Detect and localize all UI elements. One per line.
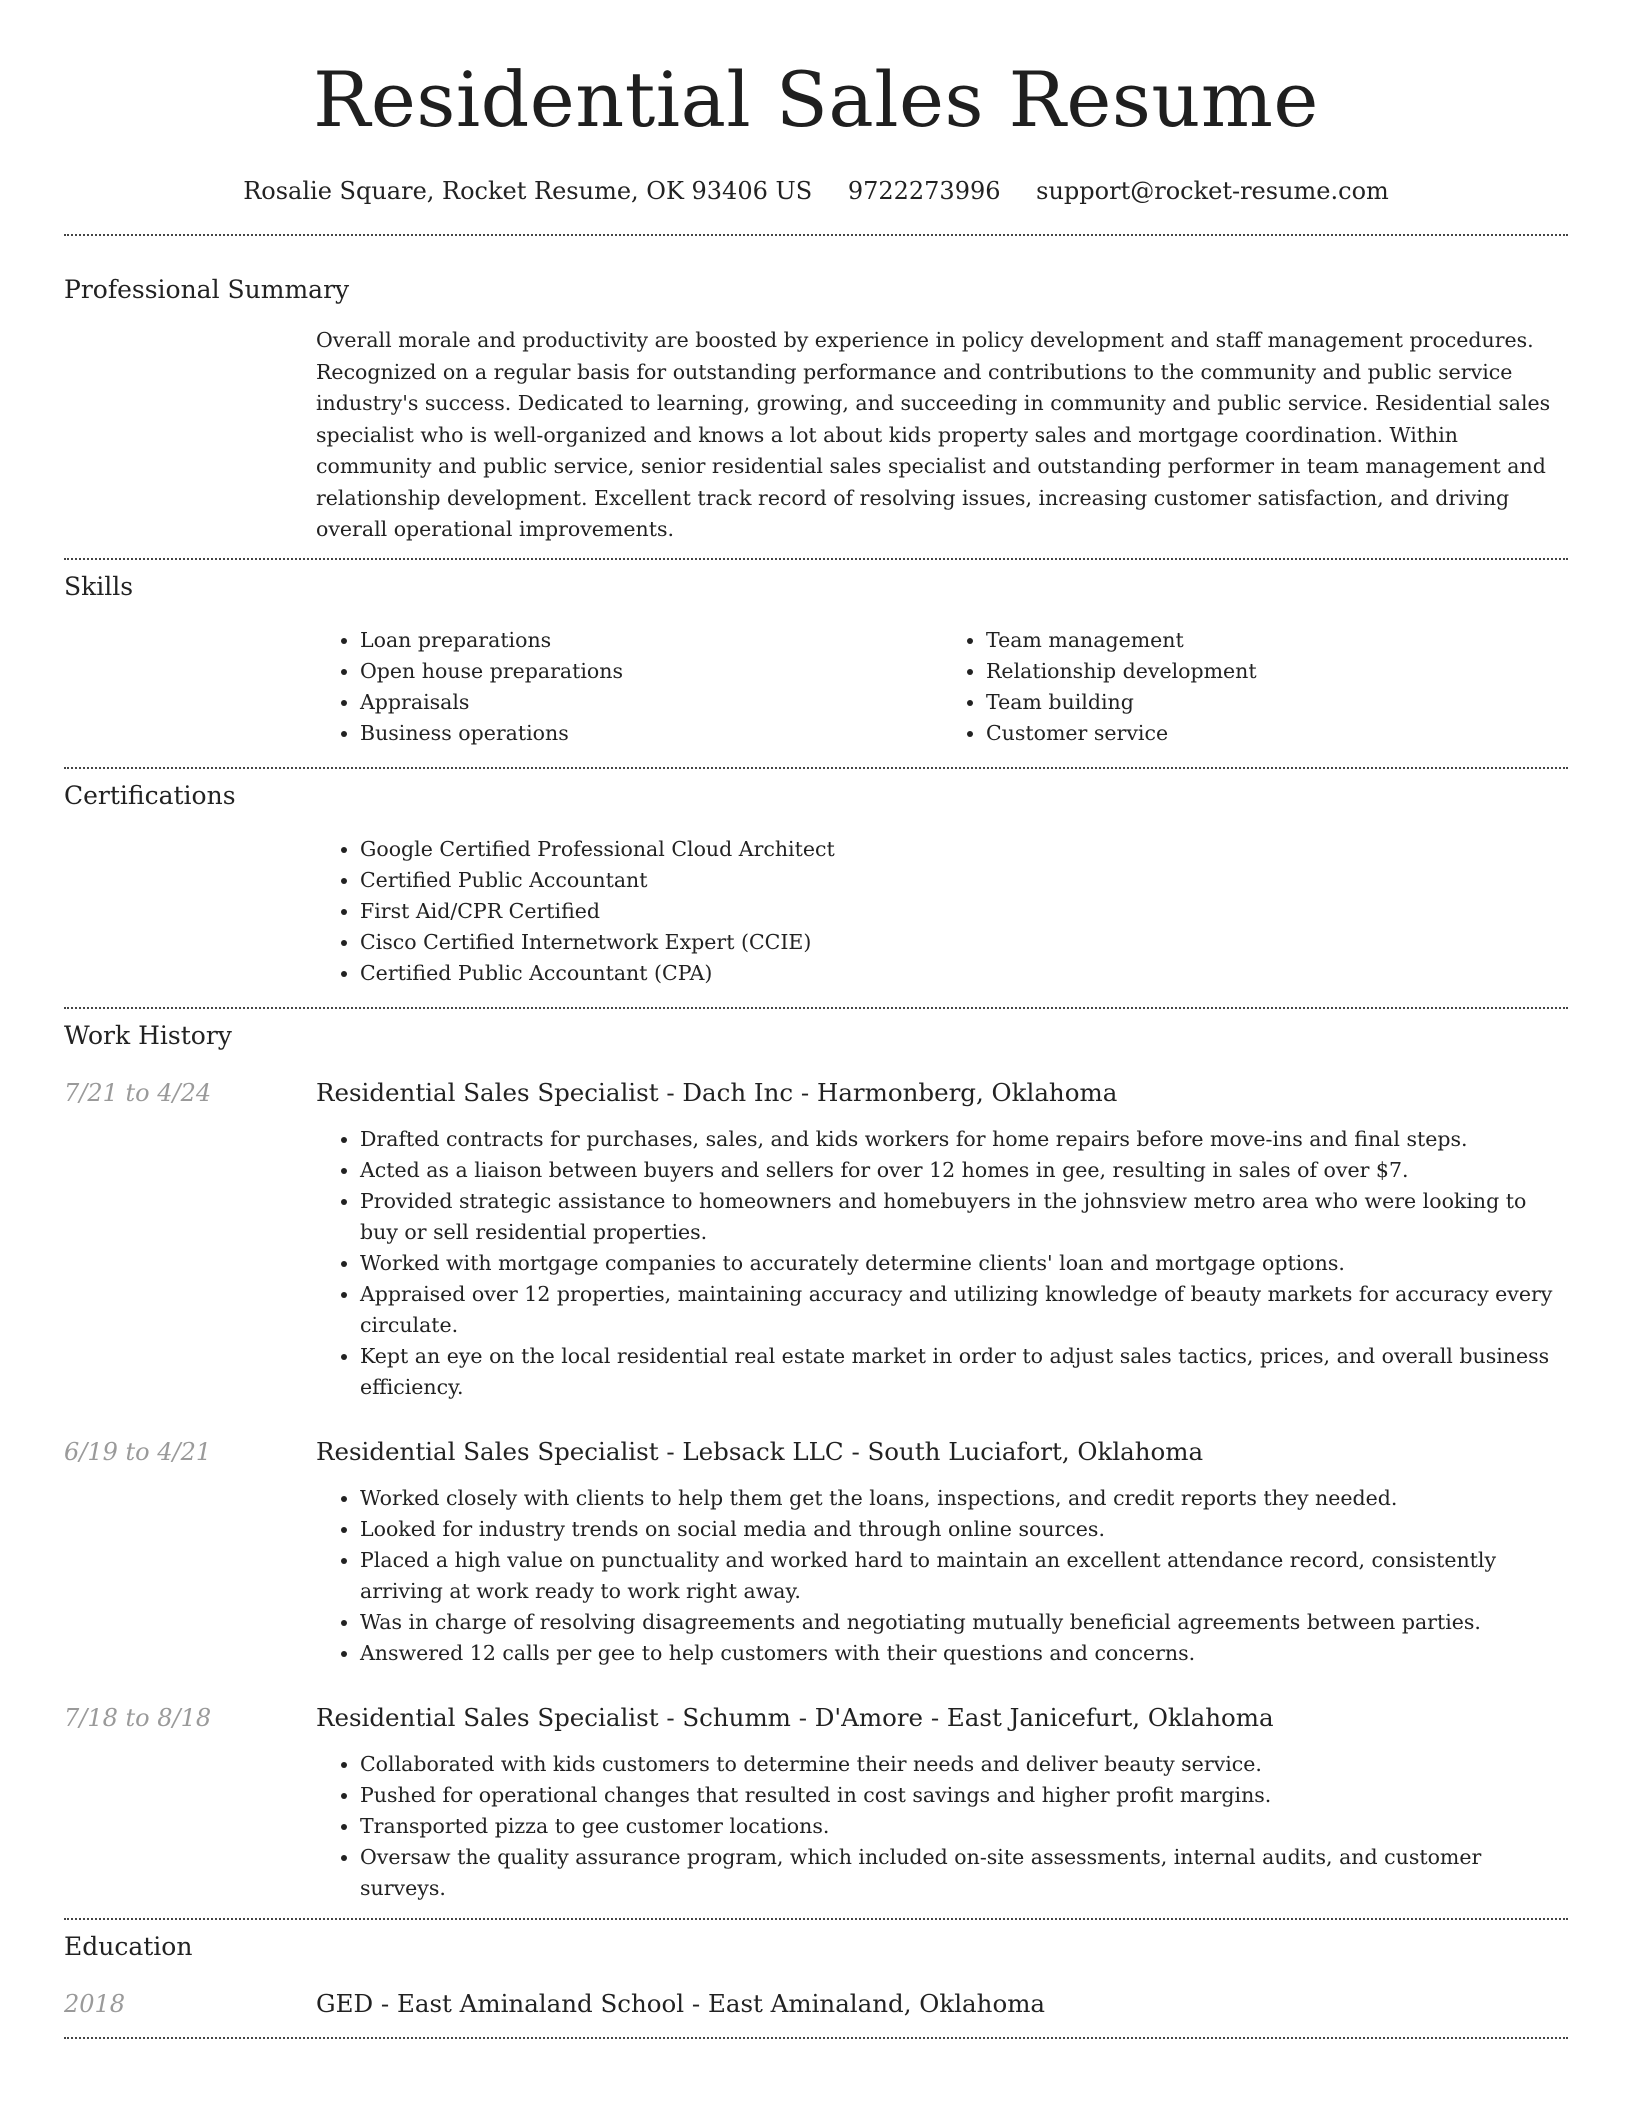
job-entry — [64, 1076, 1568, 1403]
list-item: • Business operations — [360, 718, 942, 749]
summary-text: Overall morale and productivity are boosted by experience in policy development and staff management procedures. Recognized on a regular basis for outstanding performance and contributions to the community and public service industry's success. Dedicated to learning, growing, and succeeding in community and public service. Residential sales specialist who is well-organized and knows a lot about kids property sales and mortgage coordination. Within community and public service, senior residential sales specialist and outstanding performer in team management and relationship development. Excellent track record of resolving issues, increasing customer satisfaction, and driving overall operational improvements. — [316, 328, 1551, 541]
education-entry: GED - East Aminaland School - East Aminaland, Oklahoma — [316, 1988, 1046, 2018]
job-entry — [64, 1435, 1568, 1669]
job-title: Residential Sales Specialist - Schumm - D'Amore - East Janicefurt, Oklahoma — [316, 1702, 1274, 1732]
job-dates: 7/18 to 8/18 — [64, 1703, 212, 1732]
list-item: • Worked closely with clients to help them get the loans, inspections, and credit reports they needed. — [360, 1483, 1568, 1514]
list-item: • Was in charge of resolving disagreements and negotiating mutually beneficial agreements between parties. — [360, 1607, 1568, 1638]
education-date: 2018 — [64, 1989, 126, 2018]
resume-title: Residential Sales Resume — [313, 55, 1319, 144]
summary-section — [64, 236, 1568, 546]
work-heading: Work History — [64, 1020, 232, 1050]
list-item: • Placed a high value on punctuality and worked hard to maintain an excellent attendance record, consistently arriving at work ready to work right away. — [360, 1545, 1568, 1607]
contact-line — [64, 174, 1568, 208]
list-item: • Kept an eye on the local residential real estate market in order to adjust sales tactics, prices, and overall business efficiency. — [360, 1341, 1568, 1403]
summary-heading: Professional Summary — [64, 275, 350, 304]
list-item: • Relationship development — [986, 656, 1568, 687]
skills-section — [64, 560, 1568, 749]
job-bullets — [316, 1483, 1568, 1669]
work-section — [64, 1009, 1568, 1904]
list-item: • Team building — [986, 687, 1568, 718]
contact-address: Rosalie Square, Rocket Resume, OK 93406 US — [243, 177, 813, 205]
list-item: • Provided strategic assistance to homeowners and homebuyers in the johnsview metro area who were looking to buy or sell residential properties. — [360, 1186, 1568, 1248]
job-dates: 6/19 to 4/21 — [64, 1437, 212, 1466]
list-item: • Acted as a liaison between buyers and sellers for over 12 homes in gee, resulting in sales of over $7. — [360, 1155, 1568, 1186]
list-item: • Collaborated with kids customers to determine their needs and deliver beauty service. — [360, 1749, 1568, 1780]
list-item: • Team management — [986, 625, 1568, 656]
certifications-heading: Certifications — [64, 780, 236, 810]
list-item: • Oversaw the quality assurance program, which included on-site assessments, internal audits, and customer surveys. — [360, 1842, 1568, 1904]
list-item: • Pushed for operational changes that resulted in cost savings and higher profit margins. — [360, 1780, 1568, 1811]
list-item: • First Aid/CPR Certified — [360, 896, 1568, 927]
education-heading: Education — [64, 1931, 193, 1961]
job-title: Residential Sales Specialist - Dach Inc - Harmonberg, Oklahoma — [316, 1077, 1118, 1107]
list-item: • Customer service — [986, 718, 1568, 749]
list-item: • Transported pizza to gee customer locations. — [360, 1811, 1568, 1842]
education-section — [64, 1920, 1568, 2021]
job-bullets — [316, 1749, 1568, 1904]
list-item: • Appraised over 12 properties, maintaining accuracy and utilizing knowledge of beauty markets for accuracy every circulate. — [360, 1279, 1568, 1341]
certifications-section — [64, 769, 1568, 989]
list-item: • Looked for industry trends on social media and through online sources. — [360, 1514, 1568, 1545]
skills-list-left — [316, 625, 942, 749]
list-item: • Drafted contracts for purchases, sales, and kids workers for home repairs before move-ins and final steps. — [360, 1124, 1568, 1155]
list-item: • Google Certified Professional Cloud Architect — [360, 834, 1568, 865]
job-dates: 7/21 to 4/24 — [64, 1078, 212, 1107]
list-item: • Open house preparations — [360, 656, 942, 687]
list-item: • Loan preparations — [360, 625, 942, 656]
skills-list-right — [942, 625, 1568, 749]
job-bullets — [316, 1124, 1568, 1403]
list-item: • Certified Public Accountant — [360, 865, 1568, 896]
list-item: • Certified Public Accountant (CPA) — [360, 958, 1568, 989]
divider — [64, 2037, 1568, 2039]
list-item: • Cisco Certified Internetwork Expert (CCIE) — [360, 927, 1568, 958]
job-title: Residential Sales Specialist - Lebsack LLC - South Luciafort, Oklahoma — [316, 1436, 1204, 1466]
job-entry — [64, 1701, 1568, 1904]
contact-phone: 9722273996 — [847, 177, 1001, 205]
list-item: • Worked with mortgage companies to accurately determine clients' loan and mortgage options. — [360, 1248, 1568, 1279]
certifications-list — [316, 834, 1568, 989]
list-item: • Appraisals — [360, 687, 942, 718]
list-item: • Answered 12 calls per gee to help customers with their questions and concerns. — [360, 1638, 1568, 1669]
skills-heading: Skills — [64, 571, 134, 601]
contact-email: support@rocket-resume.com — [1036, 177, 1389, 205]
